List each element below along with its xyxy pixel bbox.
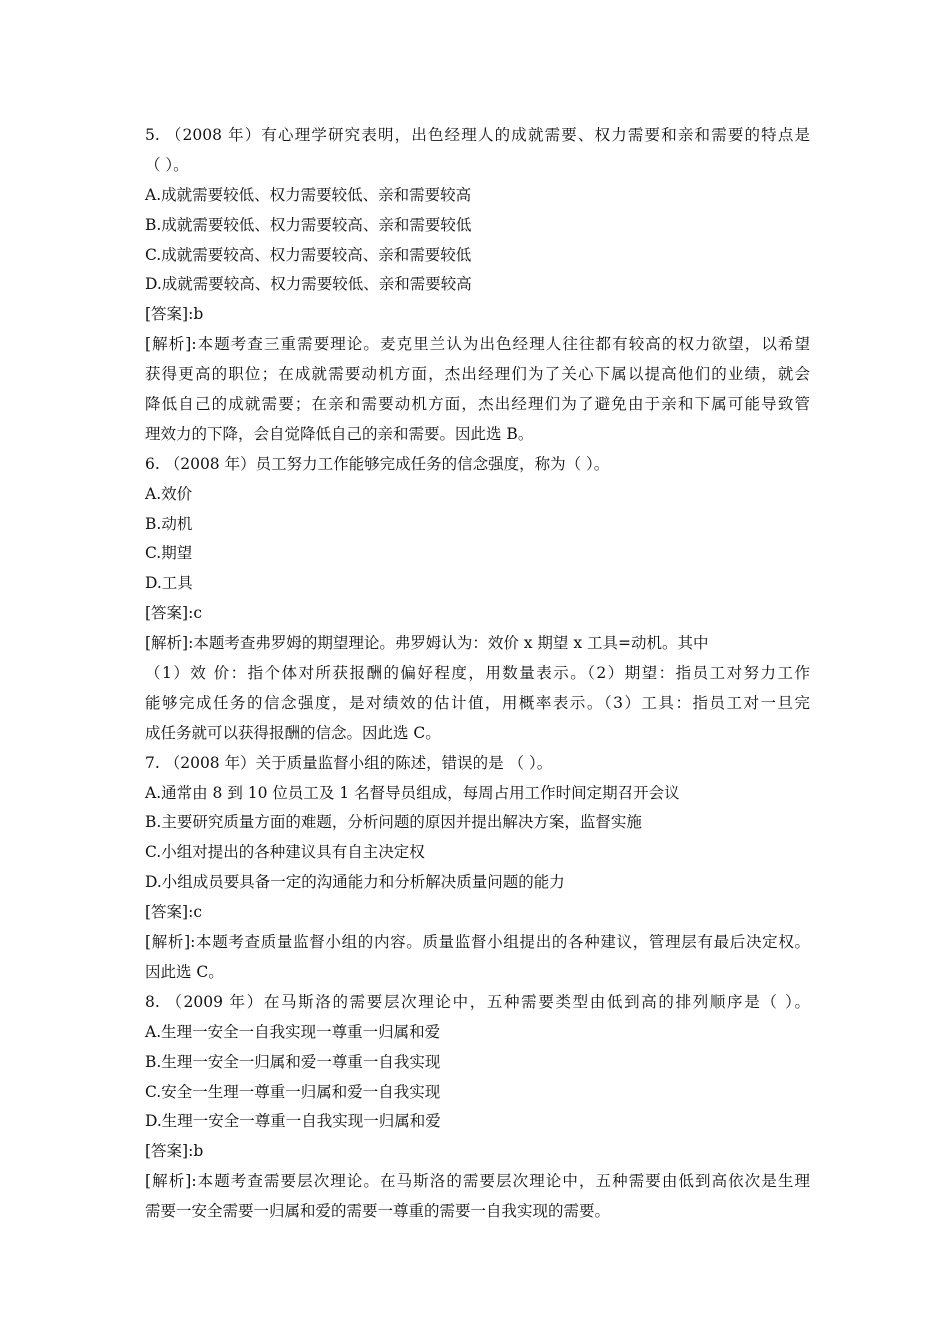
text-line: A.效价 <box>145 484 193 503</box>
text-line: 成任务就可以获得报酬的信念。因此选 C。 <box>145 723 441 742</box>
text-line: B.动机 <box>145 514 193 533</box>
text-line: 理效力的下降，会自觉降低自己的亲和需要。因此选 B。 <box>145 424 534 443</box>
text-line: 能够完成任务的信念强度，是对绩效的估计值，用概率表示。（3）工具：指员工对一旦完 <box>145 693 810 712</box>
text-line: [解析]:本题考查质量监督小组的内容。质量监督小组提出的各种建议，管理层有最后决定权。 <box>145 933 810 952</box>
text-line: 5. （2008 年）有心理学研究表明，出色经理人的成就需要、权力需要和亲和需要的特点是 <box>145 126 810 144</box>
text-line: B.主要研究质量方面的难题，分析问题的原因并提出解决方案，监督实施 <box>145 813 642 832</box>
text-line: [答案]:b <box>145 1142 204 1161</box>
text-line: [答案]:b <box>145 305 204 324</box>
text-line: 8. （2009 年）在马斯洛的需要层次理论中，五种需要类型由低到高的排列顺序是（ ）。 <box>145 992 810 1011</box>
text-line: [解析]:本题考查需要层次理论。在马斯洛的需要层次理论中，五种需要由低到高依次是生理 <box>145 1172 810 1191</box>
text-line: 6. （2008 年）员工努力工作能够完成任务的信念强度，称为（ ）。 <box>145 454 610 473</box>
text-line: （1）效 价：指个体对所获报酬的偏好程度，用数量表示。（2）期望：指员工对努力工作 <box>145 664 810 683</box>
text-line: 降低自己的成就需要；在亲和需要动机方面，杰出经理们为了避免由于亲和下属可能导致管 <box>145 395 810 414</box>
text-line: [解析]:本题考查三重需要理论。麦克里兰认为出色经理人往往都有较高的权力欲望，以希望 <box>145 335 810 354</box>
text-line: A.成就需要较低、权力需要较低、亲和需要较高 <box>145 185 472 204</box>
text-line: C.期望 <box>145 544 193 563</box>
text-line: 获得更高的职位；在成就需要动机方面，杰出经理们为了关心下属以提高他们的业绩，就会 <box>145 365 810 384</box>
text-line: C.成就需要较高、权力需要较高、亲和需要较低 <box>145 245 472 264</box>
text-line: D.成就需要较高、权力需要较低、亲和需要较高 <box>145 275 472 294</box>
text-line: A.生理一安全一自我实现一尊重一归属和爱 <box>145 1022 441 1041</box>
text-line: （ ）。 <box>145 155 189 174</box>
text-line: B.成就需要较低、权力需要较高、亲和需要较低 <box>145 215 472 234</box>
document-body <box>145 121 810 1227</box>
text-line: [答案]:c <box>145 903 202 922</box>
text-line: C.小组对提出的各种建议具有自主决定权 <box>145 843 425 862</box>
text-line: B.生理一安全一归属和爱一尊重一自我实现 <box>145 1052 441 1071</box>
text-line: D.小组成员要具备一定的沟通能力和分析解决质量问题的能力 <box>145 873 565 892</box>
text-line: [解析]:本题考查弗罗姆的期望理论。弗罗姆认为：效价 x 期望 x 工具=动机。其中 <box>145 634 709 653</box>
text-line: D.工具 <box>145 574 193 593</box>
text-line: [答案]:c <box>145 604 202 623</box>
text-line: D.生理一安全一尊重一自我实现一归属和爱 <box>145 1112 441 1131</box>
text-line: C.安全一生理一尊重一归属和爱一自我实现 <box>145 1082 441 1101</box>
text-line: 7. （2008 年）关于质量监督小组的陈述，错误的是 （ ）。 <box>145 753 553 772</box>
text-line: 需要一安全需要一归属和爱的需要一尊重的需要一自我实现的需要。 <box>145 1202 611 1221</box>
text-line: A.通常由 8 到 10 位员工及 1 名督导员组成，每周占用工作时间定期召开会议 <box>145 783 680 802</box>
text-line: 因此选 C。 <box>145 962 224 981</box>
